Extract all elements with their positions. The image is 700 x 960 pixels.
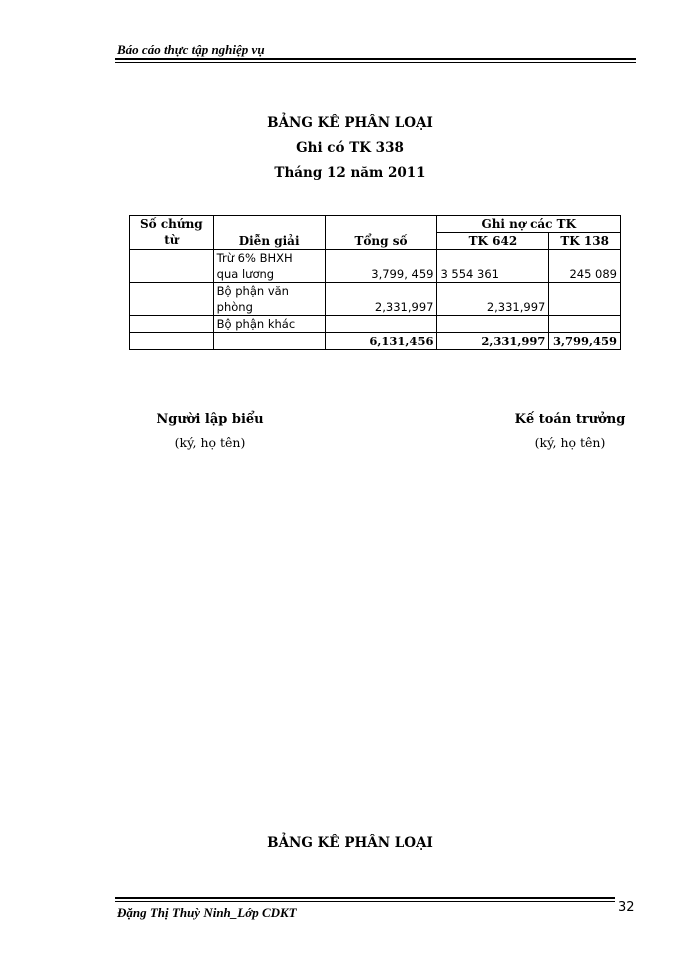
cell-tk138 (549, 283, 621, 316)
second-title: BẢNG KÊ PHÂN LOẠI (267, 835, 433, 851)
table-header-row (130, 216, 621, 233)
signature-note: (ký, họ tên) (174, 435, 246, 450)
classification-table (129, 215, 621, 350)
dien-giai-line: Bộ phận văn (216, 284, 289, 298)
page-footer: Đặng Thị Thuỳ Ninh_Lớp CDKT (117, 905, 297, 920)
cell-total-tk138: 3,799,459 (549, 333, 621, 350)
cell-total-empty (213, 333, 325, 350)
document-title: BẢNG KÊ PHÂN LOẠI (267, 115, 433, 131)
footer-rule-thin (115, 901, 615, 902)
cell-tk138: 245 089 (549, 250, 621, 283)
cell-tong-so: 2,331,997 (325, 283, 437, 316)
dien-giai-line: phòng (216, 300, 253, 314)
cell-dien-giai (213, 283, 325, 316)
cell-tong-so (325, 316, 437, 333)
cell-total-empty (130, 333, 214, 350)
table-row (130, 250, 621, 283)
cell-tk642 (437, 316, 549, 333)
header-rule-thin (115, 62, 636, 63)
cell-tk642: 3 554 361 (437, 250, 549, 283)
cell-tong-so: 3,799, 459 (325, 250, 437, 283)
cell-total-tk642: 2,331,997 (437, 333, 549, 350)
page-number: 32 (618, 900, 635, 915)
cell-dien-giai: Bộ phận khác (213, 316, 325, 333)
header-so-chung-tu: Số chứng từ (130, 216, 214, 250)
header-dien-giai: Diễn giải (213, 216, 325, 250)
signature-role: Kế toán trưởng (514, 412, 626, 427)
page-header: Báo cáo thực tập nghiệp vụ (117, 42, 265, 57)
header-ghi-no: Ghi nợ các TK (437, 216, 621, 233)
header-tk138: TK 138 (549, 233, 621, 250)
cell-tk138 (549, 316, 621, 333)
table-row (130, 316, 621, 333)
dien-giai-line: qua lương (216, 267, 275, 281)
cell-so-chung-tu (130, 283, 214, 316)
cell-total-tong-so: 6,131,456 (325, 333, 437, 350)
cell-so-chung-tu (130, 250, 214, 283)
table-row (130, 283, 621, 316)
signature-role: Người lập biểu (156, 412, 264, 427)
table-total-row (130, 333, 621, 350)
header-tong-so: Tổng số (325, 216, 437, 250)
signature-preparer (130, 412, 290, 450)
cell-so-chung-tu (130, 316, 214, 333)
header-tk642: TK 642 (437, 233, 549, 250)
signature-note: (ký, họ tên) (534, 435, 606, 450)
footer-rule (115, 897, 615, 899)
document-subtitle: Ghi có TK 338 (296, 140, 404, 156)
signature-chief-accountant (500, 412, 640, 450)
cell-tk642: 2,331,997 (437, 283, 549, 316)
header-rule (115, 58, 636, 60)
document-period: Tháng 12 năm 2011 (274, 165, 426, 181)
dien-giai-line: Trừ 6% BHXH (216, 251, 293, 265)
cell-dien-giai (213, 250, 325, 283)
